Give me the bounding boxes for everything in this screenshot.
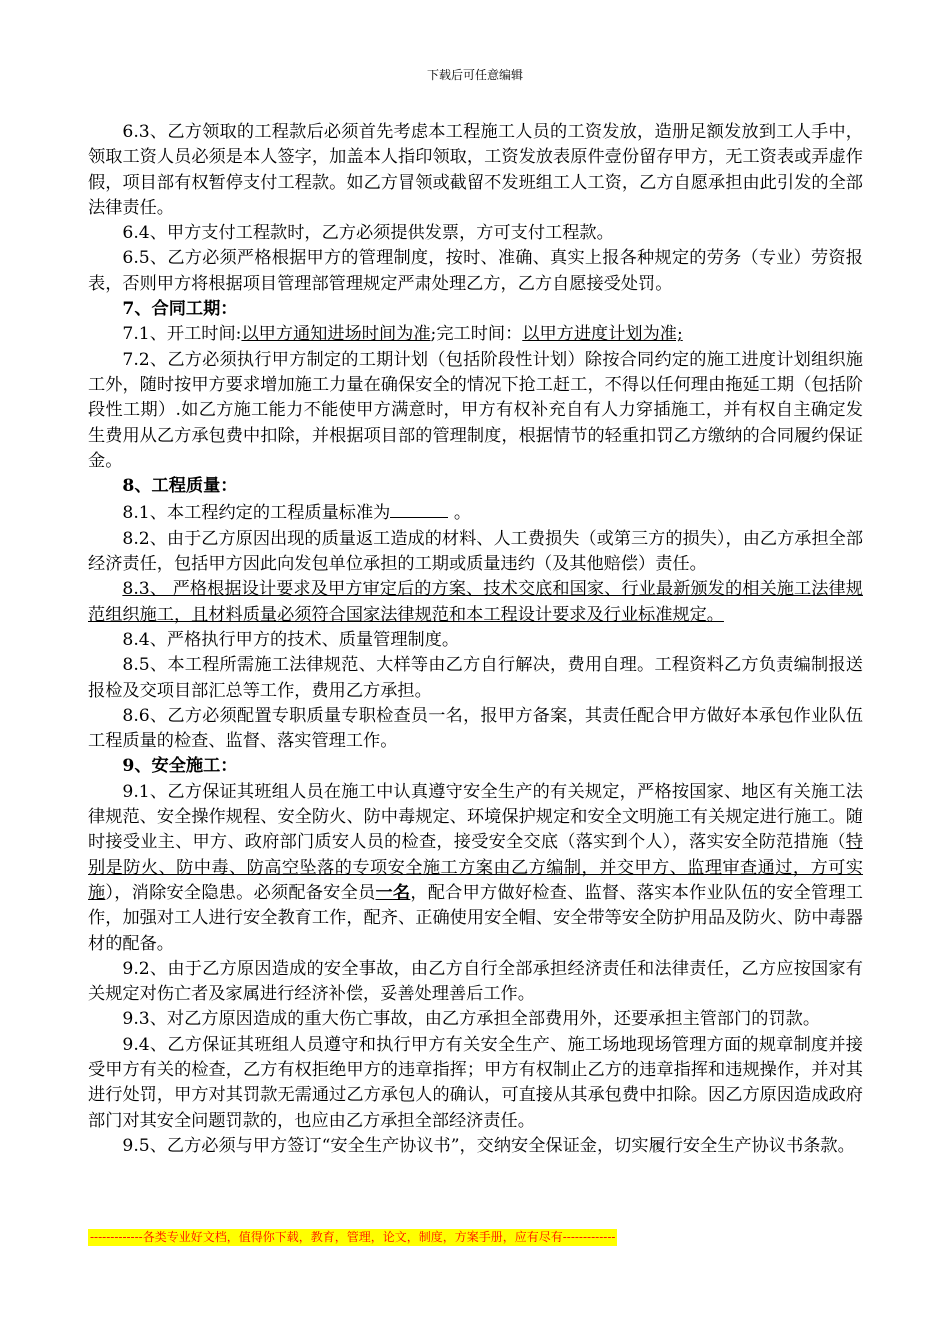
clause-9-1 [88, 780, 863, 957]
clause-8-2: 8.2、由于乙方原因出现的质量返工造成的材料、人工费损失（或第三方的损失），由乙方承担全部经济责任，包括甲方因此向发包单位承担的工期或质量违约（及其他赔偿）责任。 [88, 528, 864, 575]
clause-9-2: 9.2、由于乙方原因造成的安全事故，由乙方自行全部承担经济责任和法律责任，乙方应按国家有关规定对伤亡者及家属进行经济补偿，妥善处理善后工作。 [88, 958, 863, 1005]
clause-9-1-underlined: 特别是防火、防中毒、防高空坠落的专项安全施工方案由乙方编制，并交甲方、监理审查通过，方可实施 [88, 832, 863, 903]
clause-9-4: 9.4、乙方保证其班组人员遵守和执行甲方有关安全生产、施工场地现场管理方面的规章制度并接受甲方有关的检查，乙方有权拒绝甲方的违章指挥；甲方有权制止乙方的违章指挥和违规操作，并对其进行处罚，甲方对其罚款无需通过乙方承包人的确认，可直接从其承包费中扣除。因乙方原因造成政府部门对其安全问题罚款的，也应由乙方承担全部经济责任。 [88, 1034, 863, 1131]
quality-standard-blank [390, 499, 448, 518]
clause-8-4: 8.4、严格执行甲方的技术、质量管理制度。 [122, 629, 460, 650]
clause-8-5: 8.5、本工程所需施工法律规范、大样等由乙方自行解决，费用自理。工程资料乙方负责编制报送报检及交项目部汇总等工作，费用乙方承担。 [88, 655, 863, 701]
clause-8-1-prefix: 8.1、本工程约定的工程质量标准为 [122, 503, 391, 524]
clause-7-1-mid: ;完工时间： [430, 324, 523, 345]
clause-9-1-part-a: 9.1、乙方保证其班组人员在施工中认真遵守安全生产的有关规定，严格按国家、地区有关施工法律规范、安全操作规程、安全防火、防中毒规定、环境保护规定和安全文明施工有关规定进行施工。随时接受业主、甲方、政府部门质安人员的检查，接受安全交底（落实到个人），落实安全防范措施（ [88, 781, 863, 853]
clause-8-1 [88, 499, 863, 526]
clause-9-3: 9.3、对乙方原因造成的重大伤亡事故，由乙方承担全部费用外，还要承担主管部门的罚款。 [122, 1009, 821, 1030]
clause-8-3: 8.3、 严格根据设计要求及甲方审定后的方案、技术交底和国家、行业最新颁发的相关施工法律规范组织施工，且材料质量必须符合国家法律规范和本工程设计要求及行业标准规定。 [88, 579, 863, 625]
clause-7-2: 7.2、乙方必须执行甲方制定的工期计划（包括阶段性计划）除按合同约定的施工进度计划组织施工外，随时按甲方要求增加施工力量在确保安全的情况下抢工赶工，不得以任何理由拖延工期（包括阶段性工期）.如乙方施工能力不能使甲方满意时，甲方有权补充自有人力穿插施工，并有权自主确定发生费用从乙方承包费中扣除，并根据项目部的管理制度，根据情节的轻重扣罚乙方缴纳的合同履约保证金。 [88, 349, 863, 471]
start-time-value: 以甲方通知进场时间为准 [241, 324, 431, 345]
document-body [88, 120, 863, 1159]
page-header: 下载后可任意编辑 [426, 68, 523, 82]
clause-6-3: 6.3、乙方领取的工程款后必须首先考虑本工程施工人员的工资发放，造册足额发放到工人手中，领取工资人员必须是本人签字，加盖本人指印领取，工资发放表原件壹份留存甲方，无工资表或弄虚作假，项目部有权暂停支付工程款。如乙方冒领或截留不发班组工人工资，乙方自愿承担由此引发的全部法律责任。 [88, 122, 863, 218]
clause-8-1-suffix: 。 [448, 503, 472, 524]
clause-9-5: 9.5、乙方必须与甲方签订“安全生产协议书”，交纳安全保证金，切实履行安全生产协议书条款。 [122, 1135, 855, 1156]
clause-6-5: 6.5、乙方必须严格根据甲方的管理制度，按时、准确、真实上报各种规定的劳务（专业）劳资报表，否则甲方将根据项目管理部管理规定严肃处理乙方，乙方自愿接受处罚。 [88, 248, 863, 294]
clause-9-1-part-c: ），消除安全隐患。必须配备安全员 [105, 882, 376, 903]
end-time-value: 以甲方进度计划为准; [522, 324, 683, 345]
clause-7-1-prefix: 7.1、开工时间: [122, 324, 242, 345]
safety-officer-count: 一名 [375, 882, 411, 903]
clause-6-4: 6.4、甲方支付工程款时，乙方必须提供发票，方可支付工程款。 [122, 223, 614, 244]
clause-7-1 [88, 322, 863, 347]
section-heading-7: 7、合同工期： [122, 299, 238, 320]
clause-8-6: 8.6、乙方必须配置专职质量专职检查员一名，报甲方备案，其责任配合甲方做好本承包作业队伍工程质量的检查、监督、落实管理工作。 [88, 705, 863, 752]
section-heading-8: 8、工程质量： [122, 476, 238, 497]
section-heading-9: 9、安全施工： [122, 756, 238, 777]
footer-banner: -------------各类专业好文档，值得你下载，教育，管理，论文，制度，方案手册，应有尽有------------- [90, 1230, 616, 1244]
clause-9-1-part-e: ，配合甲方做好检查、监督、落实本作业队伍的安全管理工作，加强对工人进行安全教育工作，配齐、正确使用安全帽、安全带等安全防护用品及防火、防中毒器材的配备。 [88, 882, 863, 954]
